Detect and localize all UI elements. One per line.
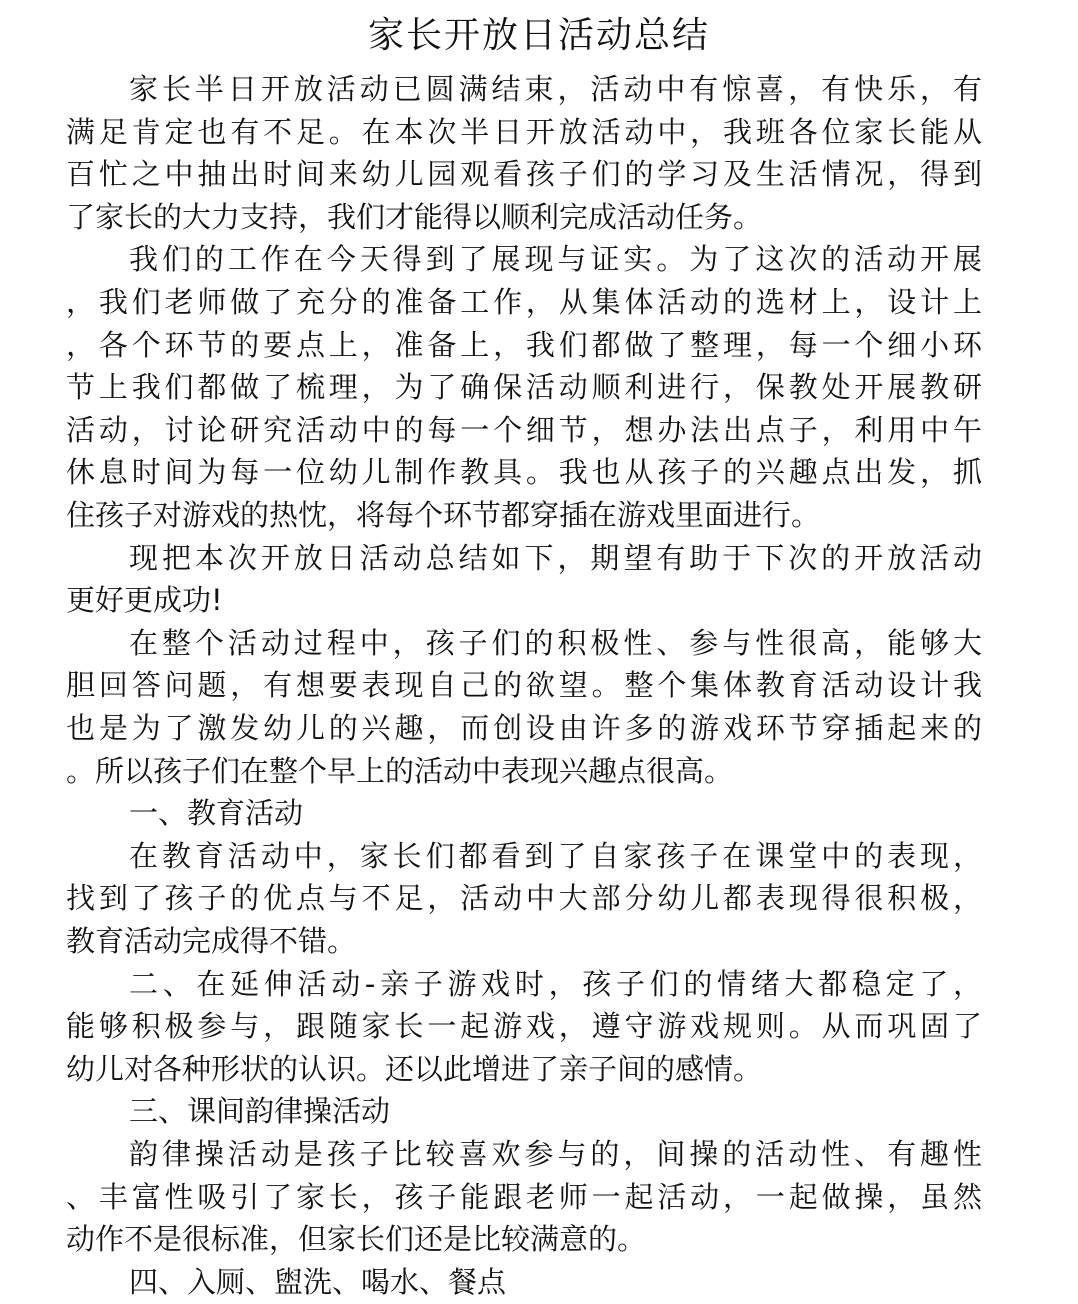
text-line: 幼儿对各种形状的认识。还以此增进了亲子间的感情。: [66, 1051, 763, 1086]
text-line: 在整个活动过程中，孩子们的积极性、参与性很高，能够大: [129, 625, 982, 660]
text-line: 胆回答问题，有想要表现自己的欲望。整个集体教育活动设计我: [66, 668, 982, 703]
text-line: 一、教育活动: [129, 796, 304, 831]
text-line: 也是为了激发幼儿的兴趣，而创设由许多的游戏环节穿插起来的: [66, 711, 982, 745]
document-title: 家长开放日活动总结: [367, 15, 710, 56]
text-line: 了家长的大力支持，我们才能得以顺利完成活动任务。: [66, 199, 763, 234]
text-line: 满足肯定也有不足。在本次半日开放活动中，我班各位家长能从: [66, 114, 982, 149]
text-line: 在教育活动中，家长们都看到了自家孩子在课堂中的表现，: [129, 838, 982, 873]
text-line: 能够积极参与，跟随家长一起游戏，遵守游戏规则。从而巩固了: [66, 1009, 982, 1044]
text-line: 找到了孩子的优点与不足，活动中大部分幼儿都表现得很积极，: [66, 881, 982, 916]
text-line: 、丰富性吸引了家长，孩子能跟老师一起活动，一起做操，虽然: [66, 1179, 982, 1214]
text-line: 。所以孩子们在整个早上的活动中表现兴趣点很高。: [66, 753, 734, 788]
text-line: 动作不是很标准，但家长们还是比较满意的。: [66, 1222, 647, 1257]
text-line: 活动，讨论研究活动中的每一个细节，想办法出点子，利用中午: [66, 412, 982, 447]
text-line: 百忙之中抽出时间来幼儿园观看孩子们的学习及生活情况，得到: [66, 157, 982, 192]
text-line: 我们的工作在今天得到了展现与证实。为了这次的活动开展: [129, 242, 982, 277]
text-line: 教育活动完成得不错。: [66, 924, 357, 958]
text-line: 四、入厕、盥洗、喝水、餐点: [129, 1264, 507, 1299]
text-line: 节上我们都做了梳理，为了确保活动顺利进行，保教处开展教研: [66, 370, 982, 405]
text-line: ，我们老师做了充分的准备工作，从集体活动的选材上，设计上: [66, 285, 982, 319]
text-line: 韵律操活动是孩子比较喜欢参与的，间操的活动性、有趣性: [129, 1137, 982, 1171]
text-line: 现把本次开放日活动总结如下，期望有助于下次的开放活动: [129, 540, 982, 575]
text-line: ，各个环节的要点上，准备上，我们都做了整理，每一个细小环: [66, 327, 982, 362]
text-line: 住孩子对游戏的热忱，将每个环节都穿插在游戏里面进行。: [66, 498, 821, 532]
text-line: 更好更成功!: [66, 583, 223, 618]
text-line: 休息时间为每一位幼儿制作教具。我也从孩子的兴趣点出发，抓: [66, 455, 982, 490]
text-line: 二、在延伸活动-亲子游戏时，孩子们的情绪大都稳定了，: [129, 966, 982, 1001]
text-line: 三、课间韵律操活动: [129, 1094, 391, 1129]
text-line: 家长半日开放活动已圆满结束，活动中有惊喜，有快乐，有: [129, 72, 982, 106]
